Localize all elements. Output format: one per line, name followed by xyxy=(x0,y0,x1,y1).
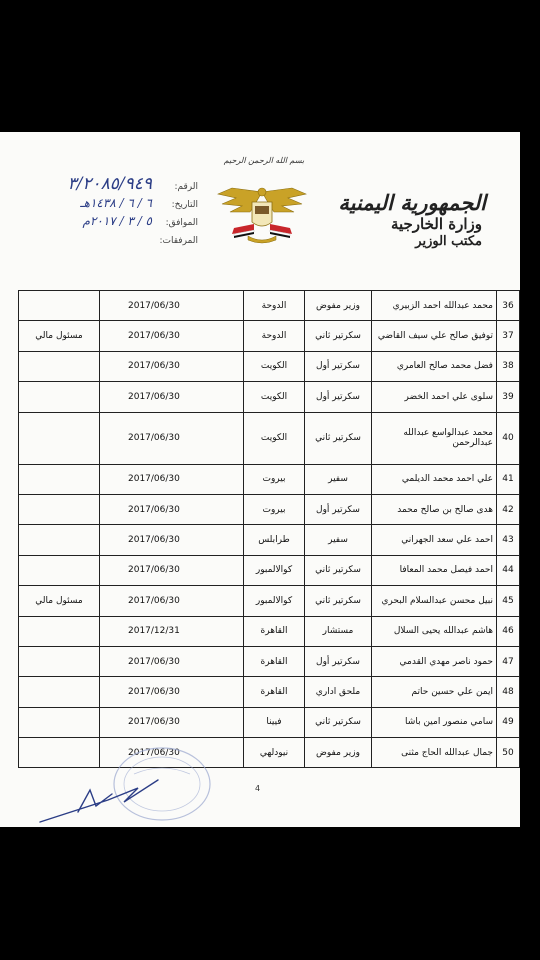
job-title: سكرتير أول xyxy=(305,494,372,524)
field-label: التاريخ: xyxy=(171,200,198,210)
row-number: 36 xyxy=(497,291,520,321)
hijri-date-row xyxy=(28,196,198,214)
end-date: 2017/06/30 xyxy=(100,412,244,464)
posting-city: القاهرة xyxy=(244,646,305,676)
reference-number-row xyxy=(28,174,198,196)
end-date: 2017/06/30 xyxy=(100,525,244,555)
table-row xyxy=(19,291,520,321)
employee-name: توفيق صالح علي سيف القاضي xyxy=(372,321,497,351)
table-row xyxy=(19,616,520,646)
job-title: ملحق اداري xyxy=(305,677,372,707)
table-row xyxy=(19,707,520,737)
remark xyxy=(19,412,100,464)
posting-city: القاهرة xyxy=(244,677,305,707)
end-date: 2017/06/30 xyxy=(100,586,244,616)
end-date: 2017/06/30 xyxy=(100,677,244,707)
job-title: سكرتير ثاني xyxy=(305,412,372,464)
posting-city: نيودلهي xyxy=(244,738,305,768)
posting-city: الكويت xyxy=(244,351,305,381)
job-title: سكرتير ثاني xyxy=(305,586,372,616)
personnel-table xyxy=(18,290,520,768)
row-number: 47 xyxy=(497,646,520,676)
remark xyxy=(19,525,100,555)
table-row xyxy=(19,351,520,381)
row-number: 45 xyxy=(497,586,520,616)
job-title: وزير مفوض xyxy=(305,291,372,321)
posting-city: الكويت xyxy=(244,412,305,464)
office-name: مكتب الوزير xyxy=(415,234,482,249)
job-title: مستشار xyxy=(305,616,372,646)
table-row xyxy=(19,382,520,412)
remark: مسئول مالي xyxy=(19,321,100,351)
end-date: 2017/06/30 xyxy=(100,646,244,676)
remark xyxy=(19,555,100,585)
end-date: 2017/06/30 xyxy=(100,382,244,412)
end-date: 2017/12/31 xyxy=(100,616,244,646)
posting-city: كوالالمبور xyxy=(244,555,305,585)
employee-name: هاشم عبدالله يحيى السلال xyxy=(372,616,497,646)
end-date: 2017/06/30 xyxy=(100,464,244,494)
signature-icon xyxy=(38,772,168,827)
end-date: 2017/06/30 xyxy=(100,494,244,524)
job-title: سكرتير ثاني xyxy=(305,555,372,585)
employee-name: فضل محمد صالح العامري xyxy=(372,351,497,381)
end-date: 2017/06/30 xyxy=(100,738,244,768)
yemen-emblem-icon xyxy=(212,184,312,246)
employee-name: نبيل محسن عبدالسلام البحري xyxy=(372,586,497,616)
row-number: 40 xyxy=(497,412,520,464)
row-number: 50 xyxy=(497,738,520,768)
employee-name: هدى صالح بن صالح محمد xyxy=(372,494,497,524)
job-title: وزير مفوض xyxy=(305,738,372,768)
posting-city: الكويت xyxy=(244,382,305,412)
table-row xyxy=(19,646,520,676)
remark xyxy=(19,382,100,412)
table-row xyxy=(19,464,520,494)
employee-name: محمد عبدالله احمد الزبيري xyxy=(372,291,497,321)
letterhead xyxy=(326,192,486,250)
field-value: ٣/٢٠٨٥/٩٤٩ xyxy=(67,174,152,194)
field-label: الرقم: xyxy=(174,182,198,192)
job-title: سكرتير أول xyxy=(305,382,372,412)
posting-city: بيروت xyxy=(244,464,305,494)
table-row xyxy=(19,525,520,555)
table-row xyxy=(19,677,520,707)
remark xyxy=(19,707,100,737)
row-number: 48 xyxy=(497,677,520,707)
posting-city: بيروت xyxy=(244,494,305,524)
table-row xyxy=(19,412,520,464)
remark xyxy=(19,616,100,646)
page-number: 4 xyxy=(255,784,261,793)
row-number: 42 xyxy=(497,494,520,524)
job-title: سفير xyxy=(305,525,372,555)
end-date: 2017/06/30 xyxy=(100,291,244,321)
remark xyxy=(19,738,100,768)
field-label: الموافق: xyxy=(165,218,198,228)
table-row xyxy=(19,738,520,768)
remark: مسئول مالي xyxy=(19,586,100,616)
end-date: 2017/06/30 xyxy=(100,321,244,351)
remark xyxy=(19,464,100,494)
employee-name: حمود ناصر مهدي القدمي xyxy=(372,646,497,676)
employee-name: احمد علي سعد الجهراني xyxy=(372,525,497,555)
basmala: بسم الله الرحمن الرحيم xyxy=(223,156,305,165)
remark xyxy=(19,646,100,676)
field-value: ٥ / ٣ / ٢٠١٧م xyxy=(82,214,152,228)
row-number: 49 xyxy=(497,707,520,737)
posting-city: فيينا xyxy=(244,707,305,737)
country-name: الجمهورية اليمنية xyxy=(338,190,486,215)
row-number: 43 xyxy=(497,525,520,555)
remark xyxy=(19,677,100,707)
table-row xyxy=(19,321,520,351)
employee-name: سامي منصور امين باشا xyxy=(372,707,497,737)
row-number: 44 xyxy=(497,555,520,585)
reference-block xyxy=(28,174,198,250)
posting-city: القاهرة xyxy=(244,616,305,646)
table-row xyxy=(19,494,520,524)
remark xyxy=(19,494,100,524)
posting-city: كوالالمبور xyxy=(244,586,305,616)
employee-name: جمال عبدالله الحاج مثنى xyxy=(372,738,497,768)
row-number: 41 xyxy=(497,464,520,494)
row-number: 38 xyxy=(497,351,520,381)
row-number: 37 xyxy=(497,321,520,351)
job-title: سكرتير أول xyxy=(305,351,372,381)
table-row xyxy=(19,555,520,585)
posting-city: الدوحة xyxy=(244,291,305,321)
field-label: المرفقات: xyxy=(159,236,198,246)
job-title: سفير xyxy=(305,464,372,494)
gregorian-date-row xyxy=(28,214,198,232)
employee-name: علي احمد محمد الديلمي xyxy=(372,464,497,494)
job-title: سكرتير ثاني xyxy=(305,707,372,737)
remark xyxy=(19,291,100,321)
document-page xyxy=(0,132,520,827)
attachments-row xyxy=(28,232,198,250)
end-date: 2017/06/30 xyxy=(100,707,244,737)
end-date: 2017/06/30 xyxy=(100,555,244,585)
row-number: 46 xyxy=(497,616,520,646)
employee-name: سلوى علي احمد الخضر xyxy=(372,382,497,412)
employee-name: ايمن علي حسين حاتم xyxy=(372,677,497,707)
remark xyxy=(19,351,100,381)
job-title: سكرتير ثاني xyxy=(305,321,372,351)
posting-city: طرابلس xyxy=(244,525,305,555)
employee-name: احمد فيصل محمد المعافا xyxy=(372,555,497,585)
job-title: سكرتير أول xyxy=(305,646,372,676)
ministry-name: وزارة الخارجية xyxy=(390,215,482,233)
row-number: 39 xyxy=(497,382,520,412)
employee-name: محمد عبدالواسع عبدالله عبدالرحمن xyxy=(372,412,497,464)
end-date: 2017/06/30 xyxy=(100,351,244,381)
table-row xyxy=(19,586,520,616)
field-value: ٦ / ٦ / ١٤٣٨هـ xyxy=(80,196,152,210)
posting-city: الدوحة xyxy=(244,321,305,351)
